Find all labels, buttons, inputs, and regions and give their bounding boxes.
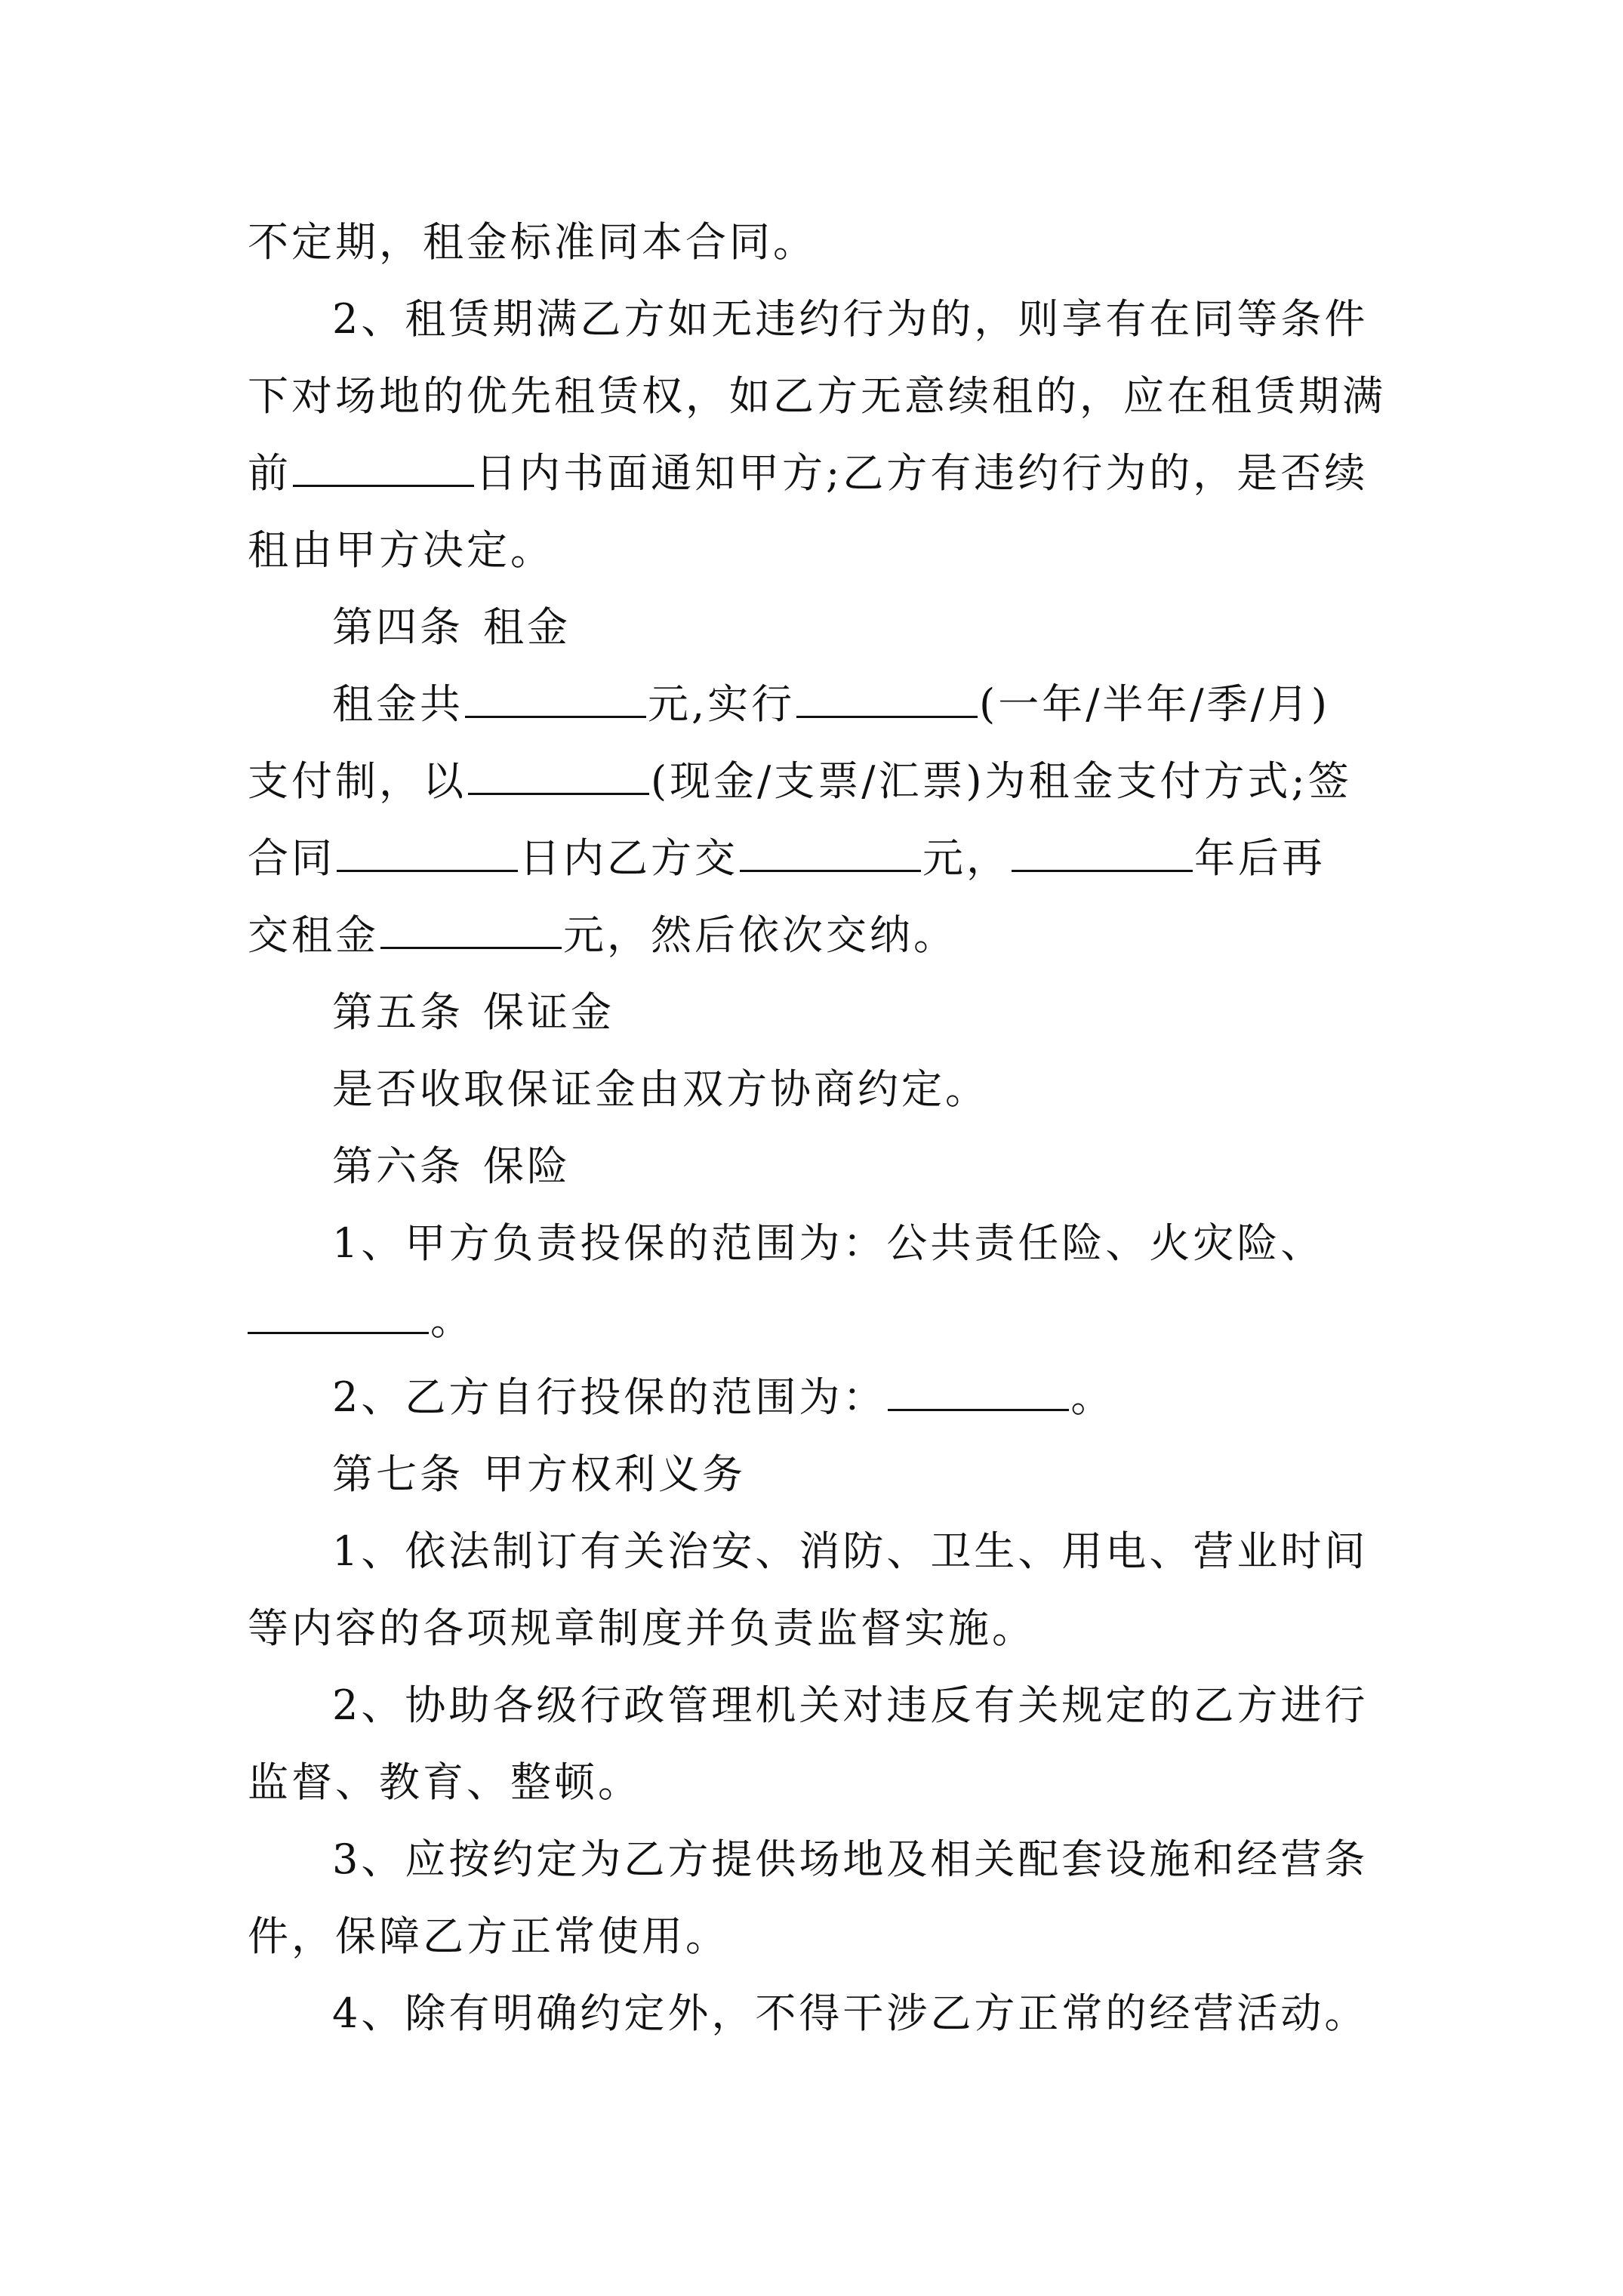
text-run: 交租金 bbox=[248, 911, 379, 959]
paragraph-line bbox=[248, 512, 1383, 589]
text-run: 元，然后依次交纳。 bbox=[563, 911, 957, 959]
text-run: 。 bbox=[1070, 1373, 1115, 1421]
paragraph-line bbox=[248, 1205, 1383, 1282]
paragraph-line bbox=[248, 1282, 1383, 1359]
fill-in-blank[interactable] bbox=[740, 826, 921, 872]
section-number: 第六条 bbox=[332, 1142, 463, 1190]
paragraph-line bbox=[248, 1898, 1383, 1975]
paragraph-line bbox=[248, 281, 1383, 358]
text-run: 年后再 bbox=[1194, 834, 1326, 882]
paragraph-line bbox=[248, 743, 1383, 820]
text-run: 租由甲方决定。 bbox=[248, 526, 554, 574]
text-run: (一年/半年/季/月) bbox=[979, 680, 1330, 728]
section-number: 第七条 bbox=[332, 1450, 463, 1498]
text-run: 元， bbox=[922, 834, 1010, 882]
text-run: 前 bbox=[248, 449, 291, 497]
fill-in-blank[interactable] bbox=[796, 672, 978, 718]
text-run: 支付制，以 bbox=[248, 757, 467, 805]
section-title: 租金 bbox=[483, 603, 571, 651]
paragraph-line bbox=[248, 358, 1386, 435]
paragraph-line bbox=[248, 1513, 1383, 1590]
text-run: 1、甲方负责投保的范围为：公共责任险、火灾险、 bbox=[332, 1219, 1325, 1267]
paragraph-line bbox=[248, 1821, 1383, 1898]
section-title: 甲方权利义务 bbox=[483, 1450, 746, 1498]
section-heading-4 bbox=[248, 589, 1383, 666]
text-run: 元,实行 bbox=[648, 680, 796, 728]
section-number: 第五条 bbox=[332, 988, 463, 1036]
text-run: 。 bbox=[430, 1296, 474, 1344]
fill-in-blank[interactable] bbox=[465, 672, 646, 718]
text-run: 4、除有明确约定外，不得干涉乙方正常的经营活动。 bbox=[332, 1989, 1369, 2037]
section-heading-6 bbox=[248, 1128, 1383, 1205]
text-run: 合同 bbox=[248, 834, 335, 882]
text-run: 下对场地的优先租赁权，如乙方无意续租的，应在租赁期满 bbox=[248, 372, 1386, 420]
text-run: 监督、教育、整顿。 bbox=[248, 1758, 642, 1806]
section-number: 第四条 bbox=[332, 603, 463, 651]
section-heading-5 bbox=[248, 974, 1383, 1051]
section-heading-7 bbox=[248, 1436, 1383, 1513]
paragraph-line bbox=[248, 897, 1383, 974]
paragraph-line bbox=[248, 1744, 1383, 1821]
paragraph-line bbox=[248, 1667, 1383, 1744]
fill-in-blank[interactable] bbox=[380, 903, 562, 949]
text-run: 是否收取保证金由双方协商约定。 bbox=[332, 1065, 989, 1113]
paragraph-line bbox=[248, 204, 1383, 281]
text-run: 3、应按约定为乙方提供场地及相关配套设施和经营条 bbox=[332, 1835, 1369, 1883]
paragraph-line bbox=[248, 666, 1383, 743]
paragraph-line bbox=[248, 1590, 1383, 1667]
paragraph-line bbox=[248, 820, 1383, 897]
paragraph-line bbox=[248, 1975, 1383, 2052]
fill-in-blank[interactable] bbox=[1012, 826, 1193, 872]
section-title: 保证金 bbox=[483, 988, 614, 1036]
text-run: 不定期，租金标准同本合同。 bbox=[248, 218, 817, 266]
document-body bbox=[248, 204, 1386, 2052]
paragraph-line bbox=[248, 435, 1383, 512]
text-run: 等内容的各项规章制度并负责监督实施。 bbox=[248, 1604, 1036, 1652]
fill-in-blank[interactable] bbox=[888, 1365, 1069, 1411]
fill-in-blank[interactable] bbox=[468, 749, 649, 795]
text-run: 日内乙方交 bbox=[519, 834, 738, 882]
paragraph-line bbox=[248, 1051, 1383, 1128]
fill-in-blank[interactable] bbox=[337, 826, 518, 872]
text-run: (现金/支票/汇票)为租金支付方式;签 bbox=[651, 757, 1352, 805]
text-run: 租金共 bbox=[332, 680, 463, 728]
text-run: 件，保障乙方正常使用。 bbox=[248, 1912, 729, 1960]
text-run: 2、乙方自行投保的范围为： bbox=[332, 1373, 887, 1421]
fill-in-blank[interactable] bbox=[293, 441, 474, 487]
paragraph-line bbox=[248, 1359, 1383, 1436]
text-run: 日内书面通知甲方;乙方有违约行为的，是否续 bbox=[476, 449, 1369, 497]
text-run: 2、租赁期满乙方如无违约行为的，则享有在同等条件 bbox=[332, 295, 1369, 343]
text-run: 1、依法制订有关治安、消防、卫生、用电、营业时间 bbox=[332, 1527, 1369, 1575]
text-run: 2、协助各级行政管理机关对违反有关规定的乙方进行 bbox=[332, 1681, 1369, 1729]
section-title: 保险 bbox=[483, 1142, 571, 1190]
fill-in-blank[interactable] bbox=[248, 1288, 429, 1334]
